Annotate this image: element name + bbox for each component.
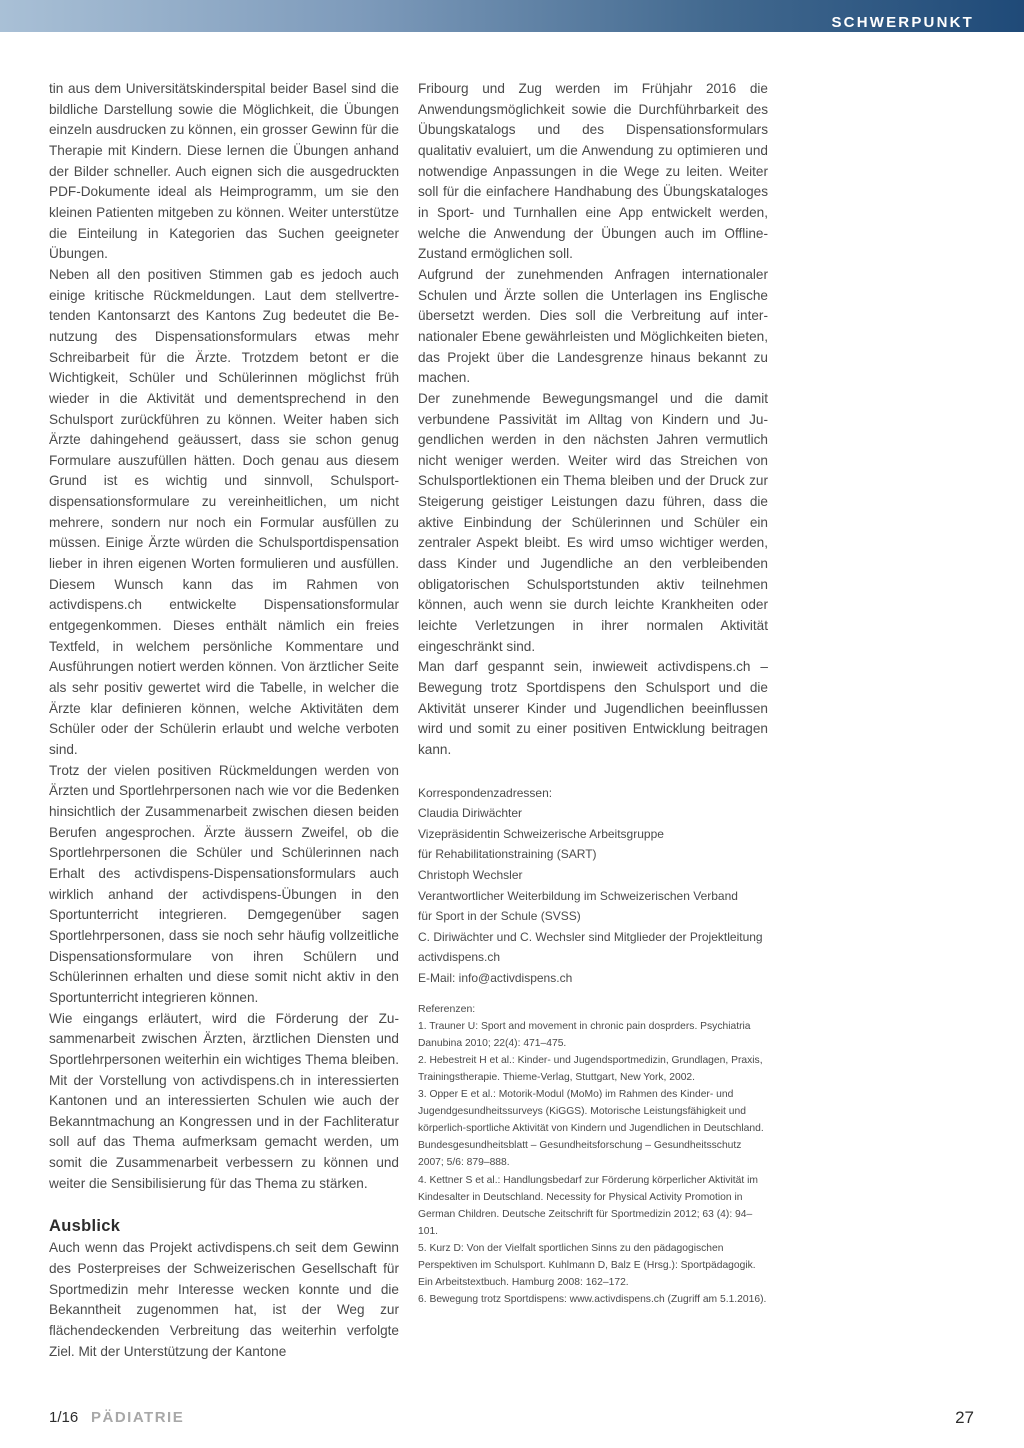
contact-line: Claudia Diriwächter <box>418 806 523 821</box>
references-block <box>418 1001 768 1309</box>
body-paragraph: Trotz der vielen positiven Rückmeldungen werden von Ärzten und Sportlehrpersonen nach wie vor die Bedenken hinsichtlich der Zusammenarbeit zwischen diesen beiden Berufen angesprochen. Ärzte äussern Zweifel, ob die Sportlehrpersonen die Schüler und Schülerinnen nach Erhalt des activdispens-Dispensationsformulars auch wirklich anhand der activdispens-Übungen in den Sportunterricht integrieren. Demgegenüber sagen Sportlehrpersonen, dass sie noch sehr häufig vollzeitliche Dispensationsformulare von ihren Schülern und Schülerinnen erhalten und diese somit nicht aktiv in den Sportunterricht integrieren können. <box>49 762 399 1005</box>
right-column <box>418 79 768 1308</box>
body-paragraph: Man darf gespannt sein, inwieweit activdispens.ch – Bewegung trotz Sportdispens den Schulsport und die Aktivität unserer Kinder und Jugendlichen beeinflussen wird und somit zu einer positiven Entwicklung beitragen kann. <box>418 659 768 757</box>
page-number: 27 <box>955 1408 974 1427</box>
section-label: SCHWERPUNKT <box>831 14 974 31</box>
body-paragraph: Neben all den positiven Stimmen gab es jedoch auch einige kritische Rückmeldungen. Laut dem stellvertretenden Kantonsarzt des Kantons Zug bedeutet die Benutzung des Dispensationsformulars etwas mehr Schreibarbeit für die Ärzte. Trotzdem betont er die Wichtigkeit, Schüler und Schülerinnen möglichst früh wieder in die Aktivität und dementsprechend in den Schulsport zurückführen zu können. Weiter haben sich Ärzte dahingehend geäussert, dass sie schon genug Formulare auszufüllen hätten. Doch genau aus diesem Grund ist es wichtig und sinnvoll, Schulsportdispensationsformulare zu vereinheitlichen, um nicht mehrere, sondern nur noch ein Formular ausfüllen zu müssen. Einige Ärzte würden die Schulsportdispensation lieber in ihren eigenen Worten formulieren und ausfüllen. Diesem Wunsch kann das im Rahmen von activdispens.ch entwickelte Dispensationsformular entgegenkommen. Dieses enthält nämlich ein freies Textfeld, in welchem persönliche Kommentare und Ausführungen notiert werden können. Von ärztlicher Seite als sehr positiv gewertet wird die Tabelle, in welcher die Ärzte klar definieren können, welche Aktivitäten dem Schüler oder der Schülerin erlaubt und welche verboten sind. <box>49 266 399 757</box>
contact-line: activdispens.ch <box>418 950 501 965</box>
reference-item: 1. Trauner U: Sport and movement in chronic pain dosprders. Psychiatria Danubina 2010; 22(4): 471–475. <box>418 1020 751 1049</box>
contact-title: Korrespondenzadressen: <box>418 785 553 800</box>
references-title: Referenzen: <box>418 1002 476 1015</box>
reference-item: 2. Hebestreit H et al.: Kinder- und Jugendsportmedizin, Grundlagen, Praxis, Trainingstherapie. Thieme-Verlag, Stuttgart, New York, 2002. <box>418 1054 763 1083</box>
contact-line: C. Diriwächter und C. Wechsler sind Mitglieder der Projektleitung <box>418 929 763 944</box>
reference-item: 4. Kettner S et al.: Handlungsbedarf zur Förderung körperlicher Aktivität im Kindesalter in Deutschland. Necessity for Physical Activity Promotion in German Children. Deutsche Zeitschrift für Sportmedizin 2012; 63 (4): 94–101. <box>418 1174 758 1237</box>
body-paragraph: Der zunehmende Bewegungsmangel und die damit verbundene Passivität im Alltag von Kindern und Jugendlichen werden in den nächsten Jahren vermutlich nicht weniger werden. Weiter wird das Streichen von Schulsportlektionen ein Thema bleiben und der Druck zur Steigerung geistiger Leistungen dazu führen, dass die aktive Einbindung der Schülerinnen und Schüler ein zentraler Aspekt bleibt. Es wird umso wichtiger werden, dass Kinder und Jugendliche an den verbleibenden obligatorischen Schulsportstunden aktiv teilnehmen können, auch wenn sie durch leichte Krankheiten oder leichte Verletzungen in ihrer normalen Aktivität eingeschränkt sind. <box>418 390 768 654</box>
contact-email: E-Mail: info@activdispens.ch <box>418 971 573 985</box>
left-column <box>49 79 399 1362</box>
contact-line: für Sport in der Schule (SVSS) <box>418 909 581 924</box>
contact-line: Christoph Wechsler <box>418 868 523 883</box>
body-paragraph: Auch wenn das Projekt activdispens.ch seit dem Gewinn des Posterpreises der Schweizerischen Gesellschaft für Sportmedizin mehr Interesse wecken konnte und die Bekanntheit zugenommen hat, ist der Weg zur flächendeckenden Verbreitung das weiterhin verfolgte Ziel. Mit der Unterstützung der Kantone <box>49 1240 399 1359</box>
issue-number: 1/16 <box>49 1409 79 1426</box>
reference-item: 3. Opper E et al.: Motorik-Modul (MoMo) im Rahmen des Kinder- und Jugendgesundheitssurveys (KiGGS). Motorische Leistungsfähigkeit und körperlich-sportliche Aktivität von Kindern und Jugendlichen in Deutschland. Bundesgesundheitsblatt – Gesundheitsforschung – Gesundheitsschutz 2007; 5/6: 879–888. <box>418 1089 764 1169</box>
body-paragraph: Aufgrund der zunehmenden Anfragen internationaler Schulen und Ärzte sollen die Unterlagen ins Englische übersetzt werden. Dies soll die Verbreitung auf internationaler Ebene gewährleisten und Möglichkeiten bieten, das Projekt über die Landesgrenze hinaus bekannt zu machen. <box>418 266 768 386</box>
contact-line: Vizepräsidentin Schweizerische Arbeitsgruppe <box>418 826 664 841</box>
body-paragraph: Wie eingangs erläutert, wird die Förderung der Zusammenarbeit zwischen Ärzten, ärztlichen Diensten und Sportlehrpersonen weiterhin ein wichtiges Thema bleiben. Mit der Vorstellung von activdispens.ch in interessierten Kantonen und an interessierten Schulen wie auch der Bekanntmachung an Kongressen und in der Fachliteratur soll auf das Thema aufmerksam gemacht werden, um somit die Zusammenarbeit verbessern zu können und weiter die Sensibilisierung für das Thema zu stärken. <box>49 1010 399 1191</box>
contact-line: Verantwortlicher Weiterbildung im Schweizerischen Verband <box>418 888 738 903</box>
body-paragraph: tin aus dem Universitätskinderspital beider Basel sind die bildliche Darstellung sowie die Möglichkeit, die Übungen einzeln ausdrucken zu können, ein grosser Gewinn für die Therapie mit Kindern. Diese lernen die Übungen anhand der Bilder schneller. Auch eignen sich die ausgedruckten PDF-Dokumente ideal als Heimprogramm, um sie den kleinen Patienten mitgeben zu können. Weiter unterstütze die Einteilung in Kategorien das Suchen geeigneter Übungen. <box>49 81 399 262</box>
reference-item: 5. Kurz D: Von der Vielfalt sportlichen Sinns zu den pädagogischen Perspektiven im Schulsport. Kuhlmann D, Balz E (Hrsg.): Sportpädagogik. Ein Arbeitstextbuch. Hamburg 2008: 162–172. <box>418 1242 756 1289</box>
contact-block <box>418 783 768 989</box>
contact-line: für Rehabilitationstraining (SART) <box>418 847 597 862</box>
reference-item: 6. Bewegung trotz Sportdispens: www.activdispens.ch (Zugriff am 5.1.2016). <box>418 1294 767 1306</box>
body-paragraph: Fribourg und Zug werden im Frühjahr 2016 die Anwendungsmöglichkeit sowie die Durchführbarkeit des Übungskatalogs und des Dispensationsformulars qualitativ evaluiert, um die Anwendung zu optimieren und notwendige Anpassungen in die Wege zu leiten. Weiter soll für die einfachere Handhabung des Übungskataloges in Sport- und Turnhallen eine App entwickelt werden, welche die Anwendung der Übungen auch im Offline-Zustand ermöglichen soll. <box>418 81 768 262</box>
section-heading-ausblick: Ausblick <box>49 1217 121 1236</box>
magazine-name: PÄDIATRIE <box>91 1409 185 1426</box>
